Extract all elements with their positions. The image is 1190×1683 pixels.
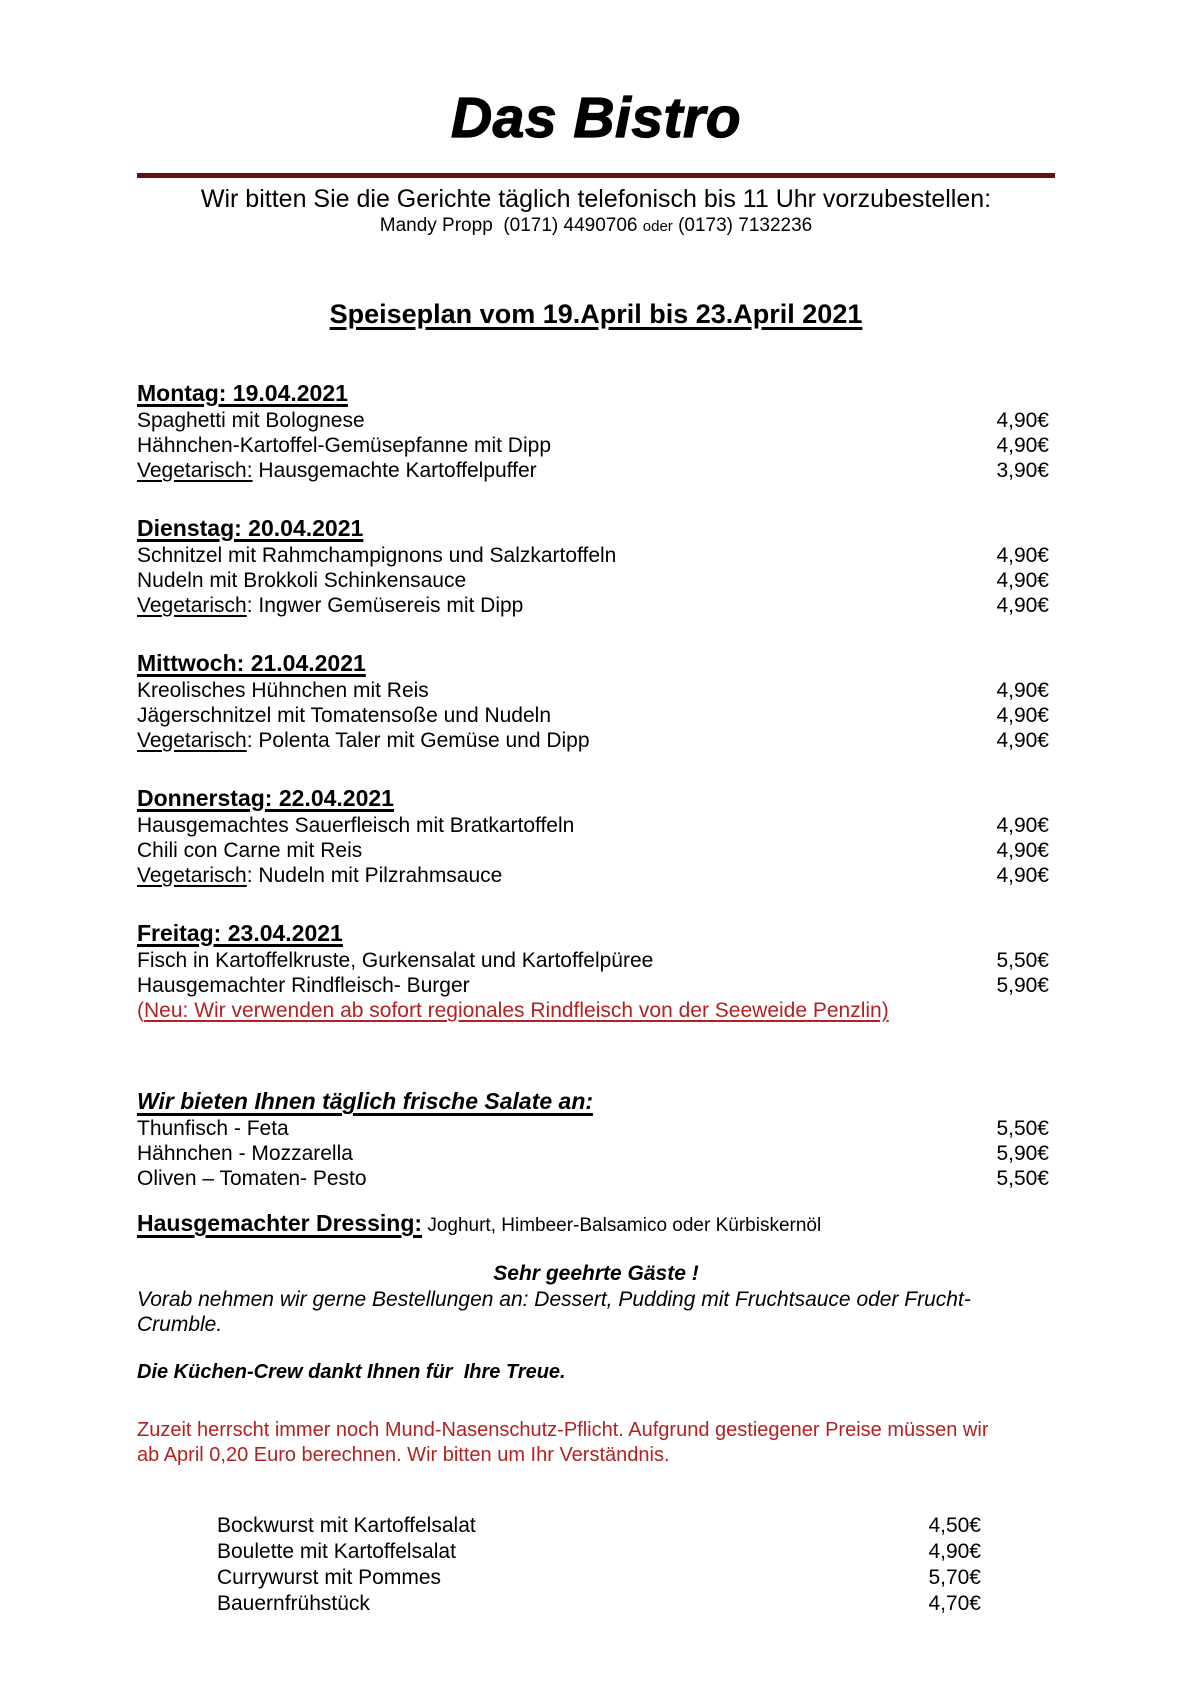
- dish-name: Hausgemachter Rindfleisch- Burger: [137, 974, 470, 997]
- menu-item-row: [137, 408, 1055, 433]
- vegetarisch-label: Vegetarisch: [137, 864, 247, 887]
- menu-item-row: [137, 703, 1055, 728]
- extras-row: [217, 1591, 981, 1617]
- salad-name: Hähnchen - Mozzarella: [137, 1142, 353, 1165]
- dish-name-rest: Hausgemachte Kartoffelpuffer: [252, 459, 537, 482]
- dish-price: 4,90€: [996, 814, 1049, 837]
- title-divider-rule: [137, 173, 1055, 178]
- dish-name: Chili con Carne mit Reis: [137, 839, 363, 862]
- dish-price: 4,90€: [996, 839, 1049, 862]
- day-heading: Mittwoch: 21.04.2021: [137, 650, 366, 676]
- dish-price: 4,90€: [996, 409, 1049, 432]
- menu-item-row: [137, 813, 1055, 838]
- menu-item-row: [137, 838, 1055, 863]
- guests-heading: Sehr geehrte Gäste !: [493, 1262, 699, 1285]
- day-section-freitag: [137, 918, 1055, 1023]
- salad-row: [137, 1141, 1055, 1166]
- menu-item-row: [137, 728, 1055, 753]
- dish-name: [137, 593, 523, 618]
- dish-price: 4,90€: [996, 729, 1049, 752]
- thanks-note: Die Küchen-Crew dankt Ihnen für Ihre Treue.: [137, 1361, 566, 1383]
- salads-section: [137, 1086, 1055, 1241]
- menu-item-row: [137, 863, 1055, 888]
- extras-row: [217, 1539, 981, 1565]
- dressing-options: Joghurt, Himbeer-Balsamico oder Kürbiskernöl: [422, 1215, 822, 1236]
- menu-item-row: [137, 543, 1055, 568]
- dish-price: 5,90€: [996, 974, 1049, 997]
- covid-notice-line: Zuzeit herrscht immer noch Mund-Nasenschutz-Pflicht. Aufgrund gestiegener Preise müssen wir: [137, 1419, 989, 1441]
- contact-name-phone: Mandy Propp (0171) 4490706: [379, 215, 643, 236]
- salad-price: 5,50€: [996, 1117, 1049, 1140]
- dish-price: 4,90€: [996, 594, 1049, 617]
- day-heading: Donnerstag: 22.04.2021: [137, 785, 394, 811]
- day-heading: Dienstag: 20.04.2021: [137, 515, 364, 541]
- day-section-montag: [137, 378, 1055, 483]
- beef-note-paren: (: [137, 999, 144, 1022]
- extras-row: [217, 1565, 981, 1591]
- contact-oder-text: oder: [642, 218, 673, 235]
- dish-name: Fisch in Kartoffelkruste, Gurkensalat und Kartoffelpüree: [137, 949, 654, 972]
- salad-row: [137, 1166, 1055, 1191]
- dish-name: Hähnchen-Kartoffel-Gemüsepfanne mit Dipp: [137, 434, 552, 457]
- extras-name: Currywurst mit Pommes: [217, 1566, 442, 1589]
- dish-price: 4,90€: [996, 544, 1049, 567]
- dish-price: 4,90€: [996, 434, 1049, 457]
- regional-beef-note: [137, 998, 1055, 1023]
- extras-section: [217, 1513, 981, 1617]
- dessert-preorder-note: Vorab nehmen wir gerne Bestellungen an: Dessert, Pudding mit Fruchtsauce oder Frucht-Crumble.: [137, 1288, 971, 1336]
- dish-name: Nudeln mit Brokkoli Schinkensauce: [137, 569, 467, 592]
- menu-item-row: [137, 593, 1055, 618]
- menu-item-row: [137, 458, 1055, 483]
- preorder-note: Wir bitten Sie die Gerichte täglich telefonisch bis 11 Uhr vorzubestellen:: [200, 185, 992, 213]
- salad-name: Oliven – Tomaten- Pesto: [137, 1167, 367, 1190]
- day-section-mittwoch: [137, 648, 1055, 753]
- extras-row: [217, 1513, 981, 1539]
- extras-price: 4,90€: [928, 1540, 981, 1563]
- extras-name: Bauernfrühstück: [217, 1592, 370, 1615]
- extras-name: Bockwurst mit Kartoffelsalat: [217, 1514, 476, 1537]
- day-section-donnerstag: [137, 783, 1055, 888]
- page-title: Das Bistro: [450, 86, 742, 150]
- dish-name: Schnitzel mit Rahmchampignons und Salzkartoffeln: [137, 544, 617, 567]
- vegetarisch-label: Vegetarisch: [137, 594, 247, 617]
- extras-name: Boulette mit Kartoffelsalat: [217, 1540, 456, 1563]
- dish-price: 4,90€: [996, 864, 1049, 887]
- salads-heading: Wir bieten Ihnen täglich frische Salate an:: [137, 1088, 594, 1114]
- covid-notice-line: ab April 0,20 Euro berechnen. Wir bitten um Ihr Verständnis.: [137, 1444, 670, 1466]
- menu-item-row: [137, 433, 1055, 458]
- day-heading: Freitag: 23.04.2021: [137, 920, 343, 946]
- day-section-dienstag: [137, 513, 1055, 618]
- salad-price: 5,50€: [996, 1167, 1049, 1190]
- beef-note-text: Neu: Wir verwenden ab sofort regionales Rindfleisch von der Seeweide Penzlin): [144, 999, 889, 1022]
- dressing-line: [137, 1208, 1055, 1241]
- menu-item-row: [137, 948, 1055, 973]
- vegetarisch-label: Vegetarisch: [137, 729, 247, 752]
- extras-price: 4,70€: [928, 1592, 981, 1615]
- guest-note-section: [137, 1261, 1055, 1385]
- menu-item-row: [137, 678, 1055, 703]
- vegetarisch-label: Vegetarisch:: [137, 459, 253, 482]
- dressing-label: Hausgemachter Dressing:: [137, 1210, 423, 1236]
- dish-price: 3,90€: [996, 459, 1049, 482]
- extras-price: 4,50€: [928, 1514, 981, 1537]
- covid-notice: [137, 1418, 1055, 1468]
- contact-line: [137, 214, 1055, 238]
- dish-price: 4,90€: [996, 679, 1049, 702]
- dish-name-rest: : Polenta Taler mit Gemüse und Dipp: [246, 729, 590, 752]
- dish-name: [137, 863, 502, 888]
- menu-item-row: [137, 973, 1055, 998]
- dish-name: Kreolisches Hühnchen mit Reis: [137, 679, 429, 702]
- dish-name-rest: : Nudeln mit Pilzrahmsauce: [246, 864, 503, 887]
- plan-title: Speiseplan vom 19.April bis 23.April 2021: [329, 299, 863, 329]
- dish-price: 4,90€: [996, 569, 1049, 592]
- salad-row: [137, 1116, 1055, 1141]
- dish-name-rest: : Ingwer Gemüsereis mit Dipp: [246, 594, 524, 617]
- dish-name: Jägerschnitzel mit Tomatensoße und Nudeln: [137, 704, 552, 727]
- salad-price: 5,90€: [996, 1142, 1049, 1165]
- dish-price: 5,50€: [996, 949, 1049, 972]
- dish-name: [137, 458, 537, 483]
- dish-name: Hausgemachtes Sauerfleisch mit Bratkartoffeln: [137, 814, 575, 837]
- dish-price: 4,90€: [996, 704, 1049, 727]
- contact-phone-secondary: (0173) 7132236: [672, 215, 813, 236]
- extras-price: 5,70€: [928, 1566, 981, 1589]
- menu-item-row: [137, 568, 1055, 593]
- dish-name: Spaghetti mit Bolognese: [137, 409, 365, 432]
- dish-name: [137, 728, 590, 753]
- day-heading: Montag: 19.04.2021: [137, 380, 348, 406]
- salad-name: Thunfisch - Feta: [137, 1117, 289, 1140]
